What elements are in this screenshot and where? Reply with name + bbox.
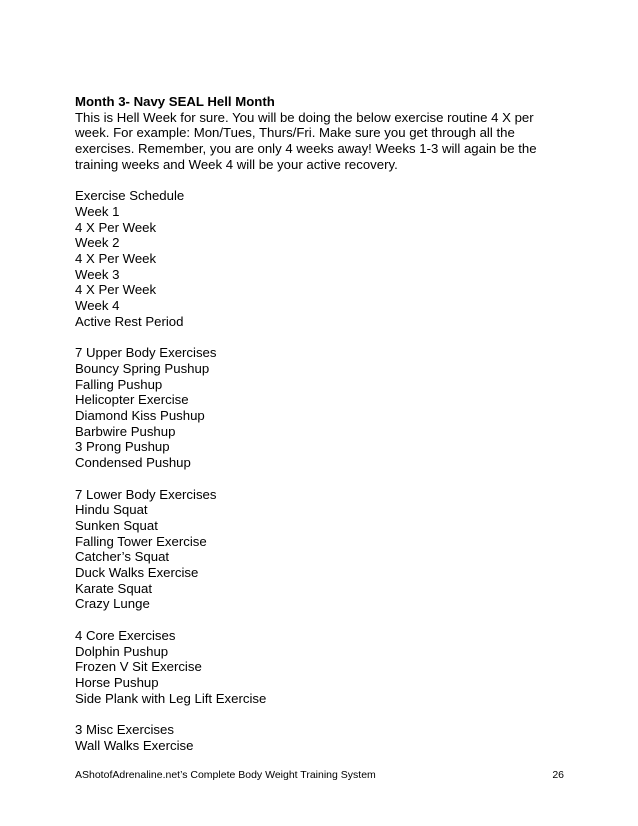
misc-title: 3 Misc Exercises: [75, 722, 174, 738]
intro-paragraph: [75, 110, 565, 173]
exercise-schedule: [75, 188, 565, 329]
page-footer: [75, 769, 564, 782]
exercise-item: Helicopter Exercise: [75, 392, 189, 408]
schedule-item: Week 2: [75, 235, 120, 251]
exercise-item: Wall Walks Exercise: [75, 737, 194, 753]
exercise-item: Catcher’s Squat: [75, 549, 170, 565]
core-exercises: [75, 628, 565, 707]
exercise-item: Horse Pushup: [75, 674, 159, 690]
schedule-item: Active Rest Period: [75, 313, 184, 329]
upper-body-exercises: [75, 345, 565, 471]
exercise-item: Frozen V Sit Exercise: [75, 659, 202, 675]
intro-line: exercises. Remember, you are only 4 weeks away! Weeks 1-3 will again be the: [75, 141, 537, 157]
intro-line: training weeks and Week 4 will be your active recovery.: [75, 156, 398, 172]
schedule-item: 4 X Per Week: [75, 251, 157, 267]
exercise-item: Diamond Kiss Pushup: [75, 408, 205, 424]
exercise-item: Duck Walks Exercise: [75, 565, 199, 581]
schedule-item: Week 1: [75, 203, 120, 219]
schedule-item: Week 4: [75, 298, 120, 314]
section-heading: Month 3- Navy SEAL Hell Month: [75, 94, 275, 109]
upper-body-title: 7 Upper Body Exercises: [75, 345, 217, 361]
exercise-item: Barbwire Pushup: [75, 423, 176, 439]
exercise-item: Hindu Squat: [75, 502, 148, 518]
exercise-item: Dolphin Pushup: [75, 643, 169, 659]
exercise-item: Crazy Lunge: [75, 596, 150, 612]
exercise-item: 3 Prong Pushup: [75, 439, 170, 455]
schedule-title: Exercise Schedule: [75, 188, 185, 204]
exercise-item: Falling Pushup: [75, 376, 163, 392]
schedule-item: Week 3: [75, 266, 120, 282]
intro-line: This is Hell Week for sure. You will be doing the below exercise routine 4 X per: [75, 109, 534, 125]
exercise-item: Side Plank with Leg Lift Exercise: [75, 690, 267, 706]
intro-line: week. For example: Mon/Tues, Thurs/Fri. Make sure you get through all the: [75, 125, 515, 141]
schedule-item: 4 X Per Week: [75, 282, 157, 298]
page-content: [75, 94, 565, 753]
exercise-item: Sunken Squat: [75, 517, 158, 533]
page-number: 26: [552, 769, 564, 781]
footer-source: AShotofAdrenaline.net’s Complete Body Weight Training System: [75, 769, 376, 781]
misc-exercises: [75, 722, 565, 753]
exercise-item: Bouncy Spring Pushup: [75, 360, 210, 376]
exercise-item: Falling Tower Exercise: [75, 533, 207, 549]
exercise-item: Condensed Pushup: [75, 455, 191, 471]
exercise-item: Karate Squat: [75, 580, 152, 596]
lower-body-exercises: [75, 487, 565, 613]
lower-body-title: 7 Lower Body Exercises: [75, 486, 217, 502]
core-title: 4 Core Exercises: [75, 627, 176, 643]
schedule-item: 4 X Per Week: [75, 219, 157, 235]
